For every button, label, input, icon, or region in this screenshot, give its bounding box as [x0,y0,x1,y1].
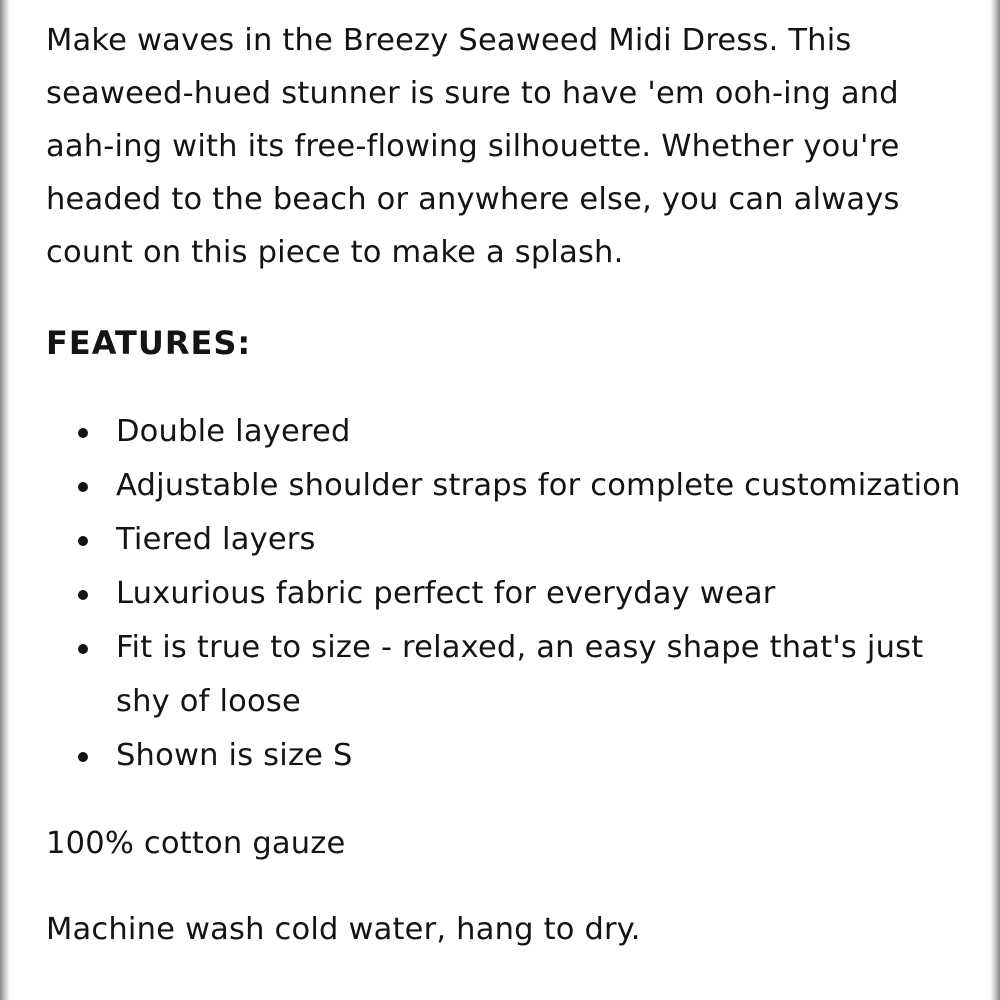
feature-item-double-layered [46,405,966,459]
bullet-icon [78,428,88,438]
care-instructions: Machine wash cold water, hang to dry. [46,912,641,947]
feature-item-shown-size [46,729,966,783]
bullet-icon [78,644,88,654]
feature-item-tiered-layers [46,513,966,567]
fabric-composition: 100% cotton gauze [46,826,346,861]
feature-item-adjustable-straps [46,459,966,513]
feature-text: Shown is size S [116,738,353,773]
bullet-icon [78,590,88,600]
feature-item-luxurious-fabric [46,567,966,621]
feature-text: Tiered layers [116,522,316,557]
feature-item-fit [46,621,966,729]
product-description-panel [46,14,966,957]
feature-text: Double layered [116,414,351,449]
bullet-icon [78,536,88,546]
features-list [46,405,966,783]
feature-text: Fit is true to size - relaxed, an easy shape that's just shy of loose [116,630,924,719]
right-border-shadow [990,0,1000,1000]
features-heading: FEATURES: [46,324,252,362]
bullet-icon [78,752,88,762]
product-description-text: Make waves in the Breezy Seaweed Midi Dress. This seaweed-hued stunner is sure to have 'em ooh-ing and aah-ing with its free-flowing silhouette. Whether you're headed to the beach or anywhere else, you can always count on this piece to make a splash. [46,23,900,270]
feature-text: Luxurious fabric perfect for everyday wear [116,576,776,611]
feature-text: Adjustable shoulder straps for complete customization [116,468,961,503]
bullet-icon [78,482,88,492]
left-border-shadow [0,0,10,1000]
